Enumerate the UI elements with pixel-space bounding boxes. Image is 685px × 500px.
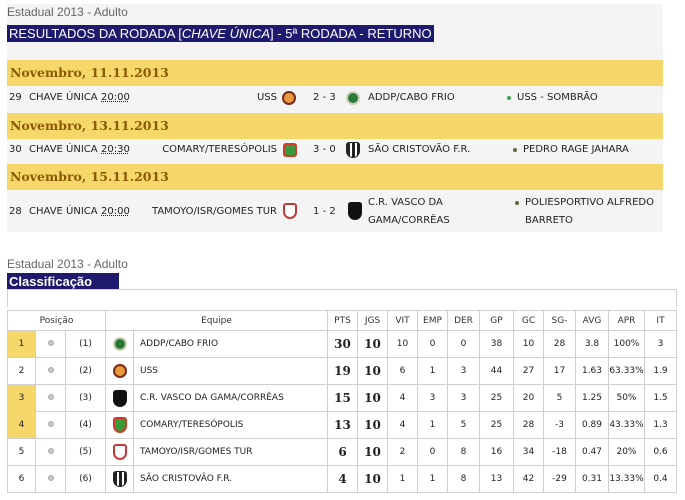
position: 2 [8, 358, 36, 385]
score[interactable]: 1 - 2 [313, 206, 336, 217]
team-name[interactable]: ADDP/CABO FRIO [134, 331, 328, 358]
position: 6 [8, 466, 36, 493]
goals-against: 20 [514, 385, 544, 412]
date-header: Novembro, 11.11.2013 [7, 60, 663, 86]
match-row[interactable] [7, 196, 663, 230]
match-group: CHAVE ÚNICA [29, 92, 98, 103]
index: 0.6 [645, 439, 677, 466]
table-header-row [8, 311, 677, 331]
match-number: 29 [9, 92, 22, 103]
previous-position: (2) [66, 358, 106, 385]
col-it[interactable]: IT [645, 311, 677, 331]
position: 1 [8, 331, 36, 358]
table-row[interactable] [8, 358, 677, 385]
position: 5 [8, 439, 36, 466]
team-crest-icon [106, 412, 134, 439]
index: 1.5 [645, 385, 677, 412]
standings-frame [7, 289, 677, 307]
team-name[interactable]: TAMOYO/ISR/GOMES TUR [134, 439, 328, 466]
percentage: 43.33% [609, 412, 645, 439]
col-gc[interactable]: GC [514, 311, 544, 331]
wins: 10 [388, 331, 418, 358]
match-number: 30 [9, 144, 22, 155]
index: 3 [645, 331, 677, 358]
losses: 5 [448, 412, 480, 439]
table-row[interactable] [8, 331, 677, 358]
team-crest-icon [106, 331, 134, 358]
wins: 1 [388, 466, 418, 493]
match-group: CHAVE ÚNICA [29, 206, 98, 217]
match-group: CHAVE ÚNICA [29, 144, 98, 155]
goals-against: 42 [514, 466, 544, 493]
table-row[interactable] [8, 412, 677, 439]
position: 4 [8, 412, 36, 439]
match-row[interactable] [7, 144, 663, 160]
status-dot-icon [36, 385, 66, 412]
col-vit[interactable]: VIT [388, 311, 418, 331]
games: 10 [358, 358, 388, 385]
team-name[interactable]: C.R. VASCO DA GAMA/CORRÊAS [134, 385, 328, 412]
match-row[interactable] [7, 92, 663, 108]
points: 30 [328, 331, 358, 358]
tamoyo-crest-icon [283, 203, 297, 219]
away-team[interactable]: ADDP/CABO FRIO [368, 92, 455, 103]
col-emp[interactable]: EMP [418, 311, 448, 331]
home-team[interactable]: COMARY/TERESÓPOLIS [162, 144, 277, 155]
losses: 0 [448, 331, 480, 358]
status-dot-icon [36, 331, 66, 358]
goal-diff: 5 [544, 385, 576, 412]
table-row[interactable] [8, 385, 677, 412]
col-jgs[interactable]: JGS [358, 311, 388, 331]
average: 0.31 [576, 466, 609, 493]
average: 1.63 [576, 358, 609, 385]
goals-for: 25 [480, 385, 514, 412]
goals-for: 16 [480, 439, 514, 466]
venue-dot-icon [515, 201, 519, 205]
average: 0.47 [576, 439, 609, 466]
percentage: 100% [609, 331, 645, 358]
standings-title: Classificação [7, 273, 119, 290]
addp-crest-icon [346, 91, 360, 105]
points: 13 [328, 412, 358, 439]
team-crest-icon [106, 466, 134, 493]
col-gp[interactable]: GP [480, 311, 514, 331]
results-caption: Estadual 2013 - Adulto [7, 5, 128, 19]
goals-for: 25 [480, 412, 514, 439]
index: 1.3 [645, 412, 677, 439]
match-time[interactable]: 20:30 [101, 144, 130, 155]
vasco-crest-icon [348, 202, 362, 220]
percentage: 63.33% [609, 358, 645, 385]
standings-caption: Estadual 2013 - Adulto [7, 257, 128, 271]
away-team-line1[interactable]: C.R. VASCO DA [368, 197, 443, 208]
col-pts[interactable]: PTS [328, 311, 358, 331]
draws: 0 [418, 439, 448, 466]
draws: 1 [418, 412, 448, 439]
results-title-group[interactable]: CHAVE ÚNICA [181, 26, 271, 41]
col-sg[interactable]: SG- [544, 311, 576, 331]
previous-position: (4) [66, 412, 106, 439]
venue-dot-icon [507, 96, 511, 100]
uss-crest-icon [282, 91, 296, 105]
goal-diff: 17 [544, 358, 576, 385]
goal-diff: -29 [544, 466, 576, 493]
goals-for: 13 [480, 466, 514, 493]
venue-line2[interactable]: BARRETO [525, 215, 573, 226]
average: 1.25 [576, 385, 609, 412]
home-team[interactable]: TAMOYO/ISR/GOMES TUR [151, 206, 277, 217]
team-crest-icon [106, 358, 134, 385]
sao-cristovao-crest-icon [346, 142, 360, 158]
date-header: Novembro, 13.11.2013 [7, 113, 663, 139]
venue[interactable]: PEDRO RAGE JAHARA [523, 144, 629, 155]
match-time[interactable]: 20:00 [101, 92, 130, 103]
score[interactable]: 2 - 3 [313, 92, 336, 103]
points: 6 [328, 439, 358, 466]
team-crest-icon [106, 439, 134, 466]
index: 0.4 [645, 466, 677, 493]
venue-dot-icon [513, 148, 517, 152]
losses: 3 [448, 385, 480, 412]
games: 10 [358, 439, 388, 466]
col-apr[interactable]: APR [609, 311, 645, 331]
team-crest-icon [106, 385, 134, 412]
games: 10 [358, 466, 388, 493]
wins: 4 [388, 412, 418, 439]
games: 10 [358, 331, 388, 358]
draws: 0 [418, 331, 448, 358]
date-header: Novembro, 15.11.2013 [7, 164, 663, 190]
team-name[interactable]: COMARY/TERESÓPOLIS [134, 412, 328, 439]
away-team-line2[interactable]: GAMA/CORRÊAS [368, 215, 450, 226]
score[interactable]: 3 - 0 [313, 144, 336, 155]
home-team[interactable]: USS [256, 92, 277, 103]
points: 4 [328, 466, 358, 493]
results-title: RESULTADOS DA RODADA [CHAVE ÚNICA] - 5ª RODADA - RETURNO [9, 26, 432, 41]
losses: 8 [448, 466, 480, 493]
goals-against: 28 [514, 412, 544, 439]
position: 3 [8, 385, 36, 412]
status-dot-icon [36, 466, 66, 493]
games: 10 [358, 412, 388, 439]
percentage: 13.33% [609, 466, 645, 493]
previous-position: (1) [66, 331, 106, 358]
goal-diff: -3 [544, 412, 576, 439]
wins: 4 [388, 385, 418, 412]
col-position[interactable]: Posição [8, 311, 106, 331]
comary-crest-icon [283, 143, 297, 157]
previous-position: (6) [66, 466, 106, 493]
index: 1.9 [645, 358, 677, 385]
goals-against: 27 [514, 358, 544, 385]
draws: 3 [418, 385, 448, 412]
previous-position: (3) [66, 385, 106, 412]
percentage: 20% [609, 439, 645, 466]
average: 0.89 [576, 412, 609, 439]
col-team[interactable]: Equipe [106, 311, 328, 331]
wins: 6 [388, 358, 418, 385]
status-dot-icon [36, 439, 66, 466]
previous-position: (5) [66, 439, 106, 466]
table-row[interactable] [8, 439, 677, 466]
col-avg[interactable]: AVG [576, 311, 609, 331]
table-row[interactable] [8, 466, 677, 493]
goal-diff: -18 [544, 439, 576, 466]
draws: 1 [418, 358, 448, 385]
goals-for: 38 [480, 331, 514, 358]
percentage: 50% [609, 385, 645, 412]
col-der[interactable]: DER [448, 311, 480, 331]
average: 3.8 [576, 331, 609, 358]
status-dot-icon [36, 412, 66, 439]
team-name[interactable]: USS [134, 358, 328, 385]
wins: 2 [388, 439, 418, 466]
venue[interactable]: USS - SOMBRÃO [517, 92, 598, 103]
venue-line1[interactable]: POLIESPORTIVO ALFREDO [525, 197, 654, 208]
status-dot-icon [36, 358, 66, 385]
draws: 1 [418, 466, 448, 493]
goals-for: 44 [480, 358, 514, 385]
points: 19 [328, 358, 358, 385]
losses: 3 [448, 358, 480, 385]
standings-table [7, 310, 677, 493]
goals-against: 10 [514, 331, 544, 358]
away-team[interactable]: SÃO CRISTOVÃO F.R. [368, 144, 471, 155]
losses: 8 [448, 439, 480, 466]
match-number: 28 [9, 206, 22, 217]
match-time[interactable]: 20:00 [101, 206, 130, 217]
points: 15 [328, 385, 358, 412]
games: 10 [358, 385, 388, 412]
goal-diff: 28 [544, 331, 576, 358]
goals-against: 34 [514, 439, 544, 466]
team-name[interactable]: SÃO CRISTOVÃO F.R. [134, 466, 328, 493]
